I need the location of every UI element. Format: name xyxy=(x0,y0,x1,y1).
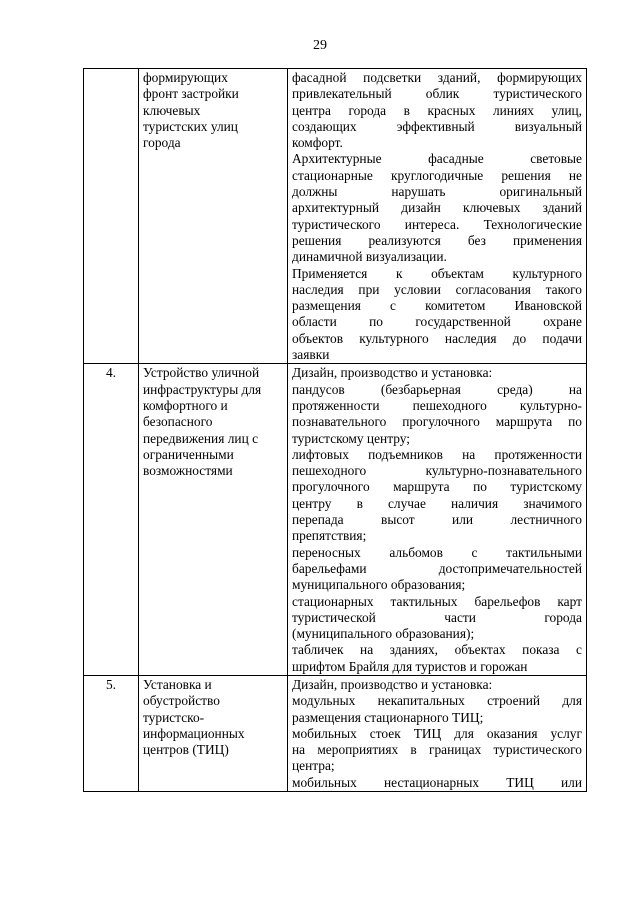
description-line: фасадной подсветки зданий, формирующих xyxy=(292,70,582,85)
measure-name-line: фронт застройки xyxy=(143,86,239,102)
measure-name-line: ключевых xyxy=(143,102,201,118)
measure-description-cell xyxy=(288,675,587,791)
description-line: области по государственной охране xyxy=(292,314,582,330)
row-number-cell xyxy=(84,69,139,364)
measure-name-line: города xyxy=(143,135,181,151)
measure-name-line: формирующих xyxy=(143,70,228,85)
measure-name-line: обустройство xyxy=(143,693,220,709)
description-line: туристической части города xyxy=(292,609,582,625)
measure-name-line: Устройство уличной xyxy=(143,365,260,381)
description-line: табличек на зданиях, объектах показа с xyxy=(292,642,582,658)
description-line: Дизайн, производство и установка: xyxy=(292,676,493,692)
description-line: комфорт. xyxy=(292,135,343,151)
description-line: архитектурный дизайн ключевых зданий xyxy=(292,200,582,216)
measure-name-line: передвижения лиц с xyxy=(143,430,259,446)
description-line: центру в случае наличия значимого xyxy=(292,495,582,511)
description-line: стационарных тактильных барельефов карт xyxy=(292,593,582,609)
description-line: туристскому центру; xyxy=(292,430,410,446)
table-row xyxy=(84,69,587,364)
description-line: модульных некапитальных строений для xyxy=(292,693,582,709)
description-line: наследия при условии согласования такого xyxy=(292,281,582,297)
description-line: на мероприятиях в границах туристического xyxy=(292,742,582,758)
description-line: решения реализуются без применения xyxy=(292,232,582,248)
description-line: пешеходного культурно-познавательного xyxy=(292,463,582,479)
description-line: перепада высот или лестничного xyxy=(292,512,582,528)
description-line: центра; xyxy=(292,758,335,774)
measure-name-line: Установка и xyxy=(143,676,212,692)
description-line: прогулочного маршрута по туристскому xyxy=(292,479,582,495)
description-line: динамичной визуализации. xyxy=(292,249,447,265)
measure-name-line: ограниченными xyxy=(143,446,234,462)
description-line: объектов культурного наследия до подачи xyxy=(292,330,582,346)
measure-name-line: комфортного и xyxy=(143,397,228,413)
description-line: размещения с комитетом Ивановской xyxy=(292,298,582,314)
description-line: (муниципального образования); xyxy=(292,626,475,642)
row-number: 4. xyxy=(105,365,117,381)
measure-description-cell xyxy=(288,69,587,364)
measure-name-cell xyxy=(139,675,288,791)
measure-name-cell xyxy=(139,364,288,676)
description-line: должны нарушать оригинальный xyxy=(292,184,582,200)
row-number-cell xyxy=(84,364,139,676)
measure-description-cell xyxy=(288,364,587,676)
description-line: препятствия; xyxy=(292,528,367,544)
page-number: 29 xyxy=(313,38,327,53)
description-line: стационарные круглогодичные решения не xyxy=(292,167,582,183)
row-number-cell xyxy=(84,675,139,791)
measure-name-cell xyxy=(139,69,288,364)
measure-name-line: центров (ТИЦ) xyxy=(143,742,229,758)
measure-name-line: возможностями xyxy=(143,463,233,479)
measure-name-line: безопасного xyxy=(143,414,213,430)
description-line: муниципального образования; xyxy=(292,577,466,593)
description-line: Дизайн, производство и установка: xyxy=(292,365,493,381)
table-body xyxy=(84,69,587,792)
description-line: Архитектурные фасадные световые xyxy=(292,151,582,167)
measure-name-line: туристских улиц xyxy=(143,118,238,134)
description-line: привлекательный облик туристического xyxy=(292,86,582,102)
description-line: центра города в красных линиях улиц, xyxy=(292,102,582,118)
measure-name-line: инфраструктуры для xyxy=(143,381,262,397)
description-line: протяженности пешеходного культурно- xyxy=(292,397,582,413)
table-row xyxy=(84,364,587,676)
description-line: Применяется к объектам культурного xyxy=(292,265,582,281)
description-line: мобильных стоек ТИЦ для оказания услуг xyxy=(292,725,582,741)
description-line: лифтовых подъемников на протяженности xyxy=(292,446,582,462)
row-number: 5. xyxy=(105,676,117,692)
description-line: туристического интереса. Технологические xyxy=(292,216,582,232)
description-line: переносных альбомов с тактильными xyxy=(292,544,582,560)
document-table xyxy=(83,68,587,792)
description-line: мобильных нестационарных ТИЦ или xyxy=(292,774,582,790)
description-line: познавательного прогулочного маршрута по xyxy=(292,414,582,430)
description-line: пандусов (безбарьерная среда) на xyxy=(292,381,582,397)
table-row xyxy=(84,675,587,791)
description-line: барельефами достопримечательностей xyxy=(292,560,582,576)
description-line: шрифтом Брайля для туристов и горожан xyxy=(292,658,528,674)
description-line: заявки xyxy=(292,347,330,363)
measure-name-line: туристско- xyxy=(143,709,205,725)
description-line: создающих эффективный визуальный xyxy=(292,118,582,134)
measure-name-line: информационных xyxy=(143,725,245,741)
description-line: размещения стационарного ТИЦ; xyxy=(292,709,484,725)
